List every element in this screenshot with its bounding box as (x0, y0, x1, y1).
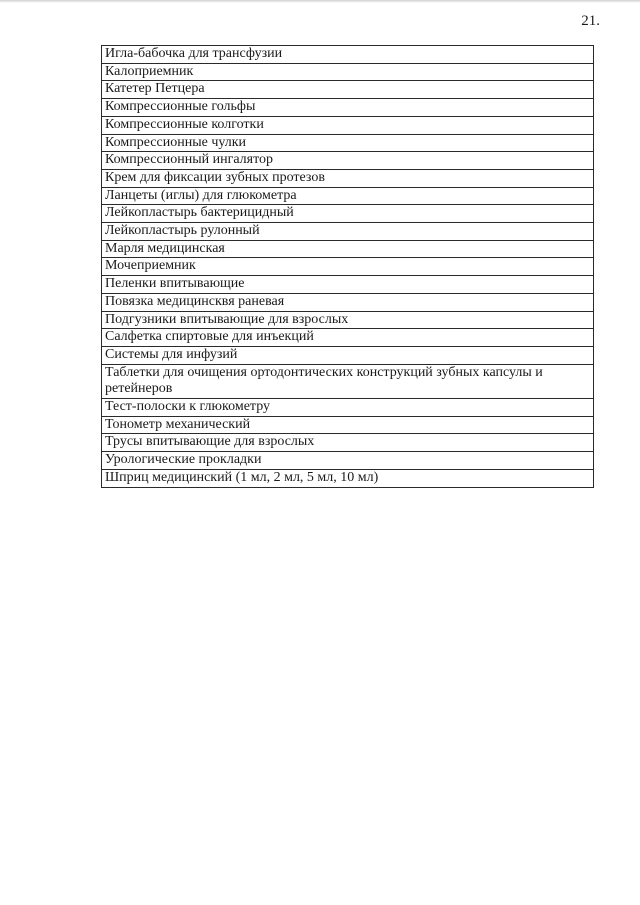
table-cell-item: Лейкопластырь бактерицидный (102, 205, 594, 223)
table-row (102, 469, 594, 487)
table-row (102, 293, 594, 311)
table-cell-item: Компрессионные гольфы (102, 99, 594, 117)
scan-edge-shadow (0, 0, 640, 3)
table-cell-item: Компрессионные колготки (102, 116, 594, 134)
table-row (102, 258, 594, 276)
table-cell-item: Урологические прокладки (102, 452, 594, 470)
table-row (102, 81, 594, 99)
table-row (102, 46, 594, 64)
table-cell-item: Игла-бабочка для трансфузии (102, 46, 594, 64)
table-row (102, 364, 594, 398)
table-row (102, 346, 594, 364)
table-row (102, 399, 594, 417)
table-row (102, 99, 594, 117)
table-cell-item: Салфетка спиртовые для инъекций (102, 329, 594, 347)
table-row (102, 205, 594, 223)
items-table (101, 45, 594, 488)
table-cell-item: Ланцеты (иглы) для глюкометра (102, 187, 594, 205)
table-row (102, 434, 594, 452)
table-row (102, 134, 594, 152)
table-cell-item: Мочеприемник (102, 258, 594, 276)
table-row (102, 311, 594, 329)
table-cell-item: Подгузники впитывающие для взрослых (102, 311, 594, 329)
table-cell-item: Компрессионные чулки (102, 134, 594, 152)
table-cell-item: Марля медицинская (102, 240, 594, 258)
table-row (102, 116, 594, 134)
table-row (102, 416, 594, 434)
table-cell-item: Лейкопластырь рулонный (102, 223, 594, 241)
table-row (102, 452, 594, 470)
table-row (102, 63, 594, 81)
table-cell-item: Калоприемник (102, 63, 594, 81)
table-row (102, 152, 594, 170)
table-row (102, 240, 594, 258)
table-cell-item: Крем для фиксации зубных протезов (102, 169, 594, 187)
table-cell-item: Повязка медицинсквя раневая (102, 293, 594, 311)
table-cell-item: Тонометр механический (102, 416, 594, 434)
table-row (102, 276, 594, 294)
table-row (102, 169, 594, 187)
table-row (102, 329, 594, 347)
table-cell-item: Пеленки впитывающие (102, 276, 594, 294)
table-cell-item: Компрессионный ингалятор (102, 152, 594, 170)
items-table-body (102, 46, 594, 488)
table-cell-item: Таблетки для очищения ортодонтических конструкций зубных капсулы и ретейнеров (102, 364, 594, 398)
table-cell-item: Системы для инфузий (102, 346, 594, 364)
table-cell-item: Трусы впитывающие для взрослых (102, 434, 594, 452)
page-number: 21. (581, 13, 600, 29)
table-row (102, 223, 594, 241)
table-cell-item: Шприц медицинский (1 мл, 2 мл, 5 мл, 10 мл) (102, 469, 594, 487)
table-row (102, 187, 594, 205)
table-cell-item: Тест-полоски к глюкометру (102, 399, 594, 417)
table-cell-item: Катетер Петцера (102, 81, 594, 99)
